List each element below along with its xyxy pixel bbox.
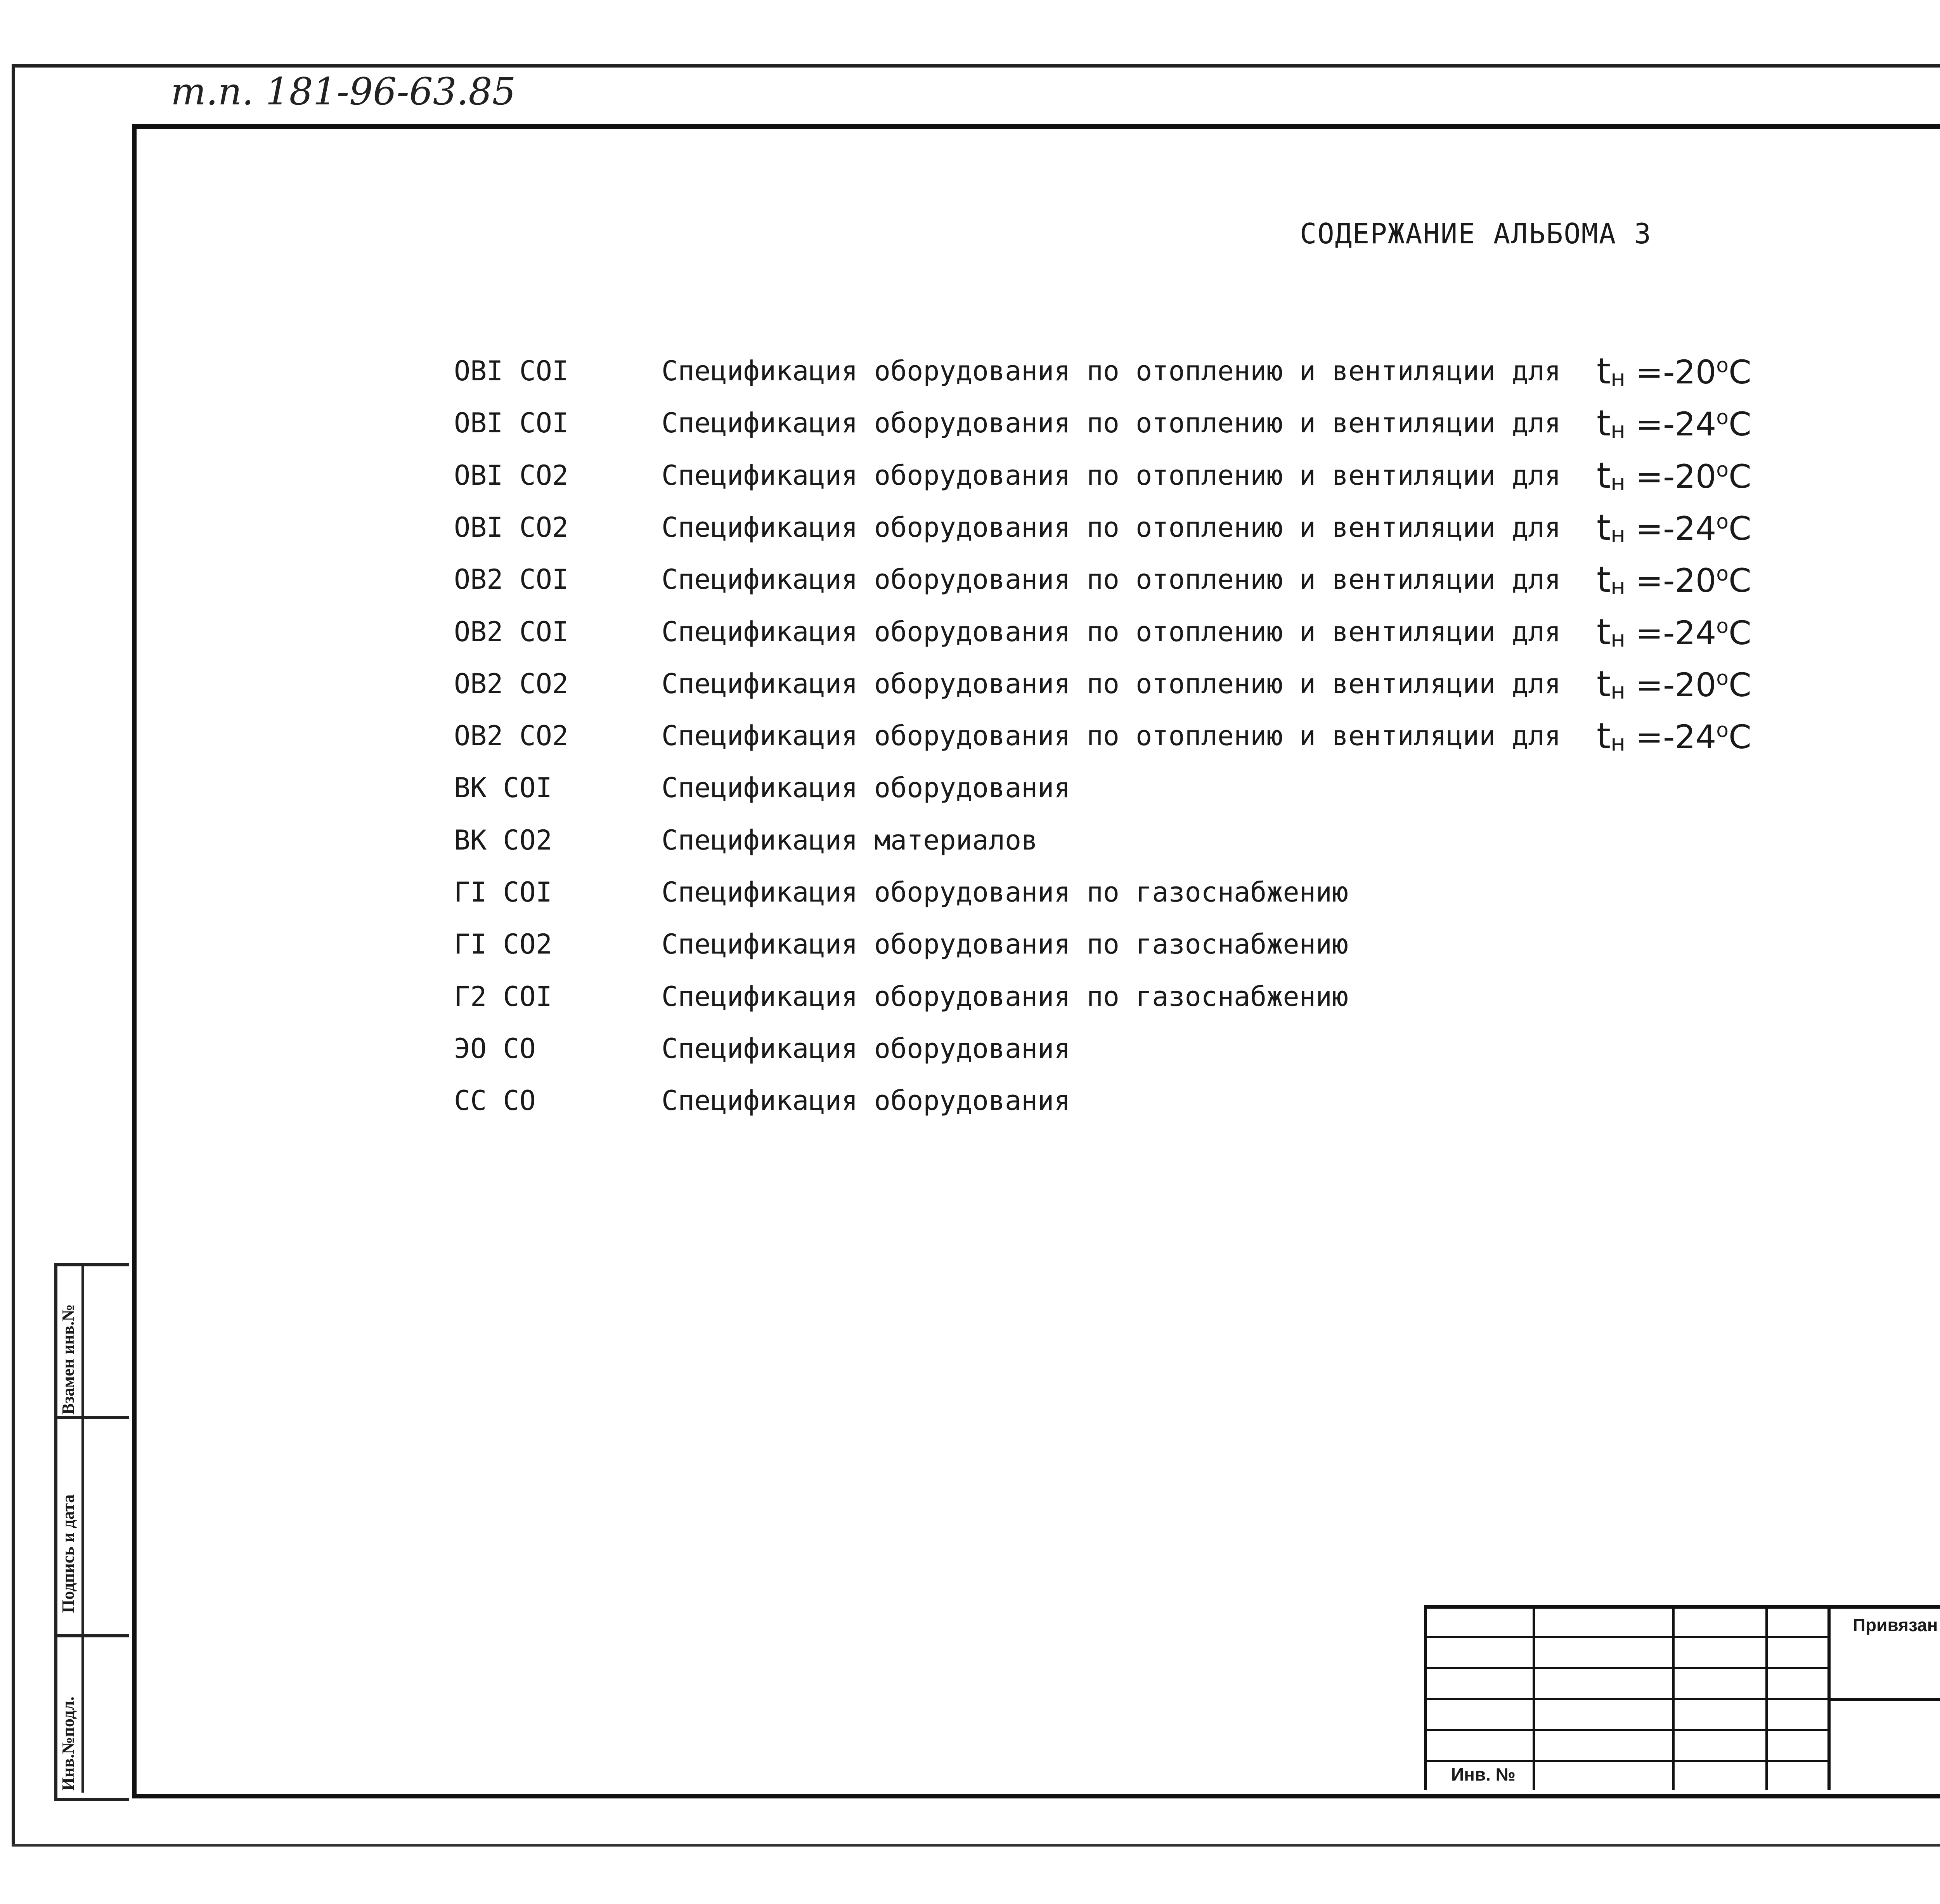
contents-row: [0, 1085, 1940, 1137]
document-description: Спецификация оборудования по отоплению и вентиляции для: [662, 459, 1561, 491]
contents-row: [0, 506, 1940, 564]
document-code: ОВ2 СОI: [454, 616, 569, 648]
document-code: ЭО СО: [454, 1032, 536, 1065]
document-code: ОВI СОI: [454, 355, 569, 387]
contents-row: [0, 715, 1940, 772]
linked-label: Привязан: [1853, 1615, 1938, 1635]
document-description: Спецификация оборудования по отоплению и вентиляции для: [662, 355, 1561, 387]
document-code: ОВI СО2: [454, 511, 569, 543]
side-cell-inv-original: [57, 1637, 129, 1793]
document-code: ВК СОI: [454, 772, 552, 804]
document-description: Спецификация материалов: [662, 824, 1038, 856]
drawing-code: т.п. 181-96-63.85: [171, 70, 516, 113]
outdoor-temperature: tн $=-24^oС$: [1597, 402, 1751, 444]
contents-row: [0, 663, 1940, 720]
document-description: Спецификация оборудования: [662, 772, 1070, 804]
title-block-top-line: [1424, 1605, 1940, 1609]
contents-row: [0, 824, 1940, 876]
document-code: ОВ2 СО2: [454, 720, 569, 752]
contents-row: [0, 1033, 1940, 1085]
document-description: Спецификация оборудования: [662, 1085, 1070, 1117]
side-label-inv-original: Инв.№подл.: [59, 1696, 78, 1791]
contents-row: [0, 611, 1940, 668]
document-code: Г2 СОI: [454, 980, 552, 1013]
document-description: Спецификация оборудования по газоснабжению: [662, 980, 1349, 1013]
document-code: ОВI СОI: [454, 407, 569, 439]
document-description: Спецификация оборудования по отоплению и вентиляции для: [662, 511, 1561, 543]
document-code: ГI СОI: [454, 876, 552, 908]
document-description: Спецификация оборудования по отоплению и вентиляции для: [662, 407, 1561, 439]
document-code: ОВ2 СО2: [454, 668, 569, 700]
outdoor-temperature: tн $=-24^oС$: [1597, 506, 1751, 548]
contents-row: [0, 454, 1940, 512]
contents-row: [0, 402, 1940, 459]
outdoor-temperature: tн $=-20^oС$: [1597, 454, 1751, 496]
album-title: СОДЕРЖАНИЕ АЛЬБОМА 3: [1300, 217, 1652, 250]
contents-row: [0, 981, 1940, 1033]
side-stamp: [54, 1263, 129, 1801]
outdoor-temperature: tн $=-20^oС$: [1597, 559, 1751, 601]
document-description: Спецификация оборудования по отоплению и вентиляции для: [662, 668, 1561, 700]
outdoor-temperature: tн $=-20^oС$: [1597, 663, 1751, 705]
document-description: Спецификация оборудования по отоплению и вентиляции для: [662, 720, 1561, 752]
side-cell-signature-date: [57, 1419, 129, 1637]
contents-row: [0, 772, 1940, 824]
title-block: [1424, 1605, 1940, 1790]
document-description: Спецификация оборудования по отоплению и вентиляции для: [662, 616, 1561, 648]
document-code: ОВI СО2: [454, 459, 569, 491]
document-code: ВК СО2: [454, 824, 552, 856]
bottom-edge-line: [12, 1844, 1940, 1847]
inv-number-label: Инв. №: [1451, 1764, 1516, 1784]
document-description: Спецификация оборудования по газоснабжению: [662, 928, 1349, 961]
side-label-signature-date: Подпись и дата: [59, 1494, 78, 1613]
title-block-left-line: [1424, 1605, 1427, 1790]
contents-row: [0, 928, 1940, 980]
side-cell-replaced-inv: [57, 1266, 129, 1419]
contents-row: [0, 876, 1940, 928]
document-code: ГI СО2: [454, 928, 552, 961]
contents-row: [0, 559, 1940, 616]
document-description: Спецификация оборудования по газоснабжению: [662, 876, 1349, 908]
document-description: Спецификация оборудования по отоплению и вентиляции для: [662, 564, 1561, 596]
outdoor-temperature: tн $=-24^oС$: [1597, 611, 1751, 653]
outdoor-temperature: tн $=-24^oС$: [1597, 715, 1751, 757]
document-code: ОВ2 СОI: [454, 564, 569, 596]
contents-row: [0, 350, 1940, 407]
document-code: СС СО: [454, 1085, 536, 1117]
side-label-replaced-inv: Взамен инв.№: [59, 1304, 78, 1415]
outdoor-temperature: tн $=-20^oС$: [1597, 350, 1751, 392]
document-description: Спецификация оборудования: [662, 1032, 1070, 1065]
